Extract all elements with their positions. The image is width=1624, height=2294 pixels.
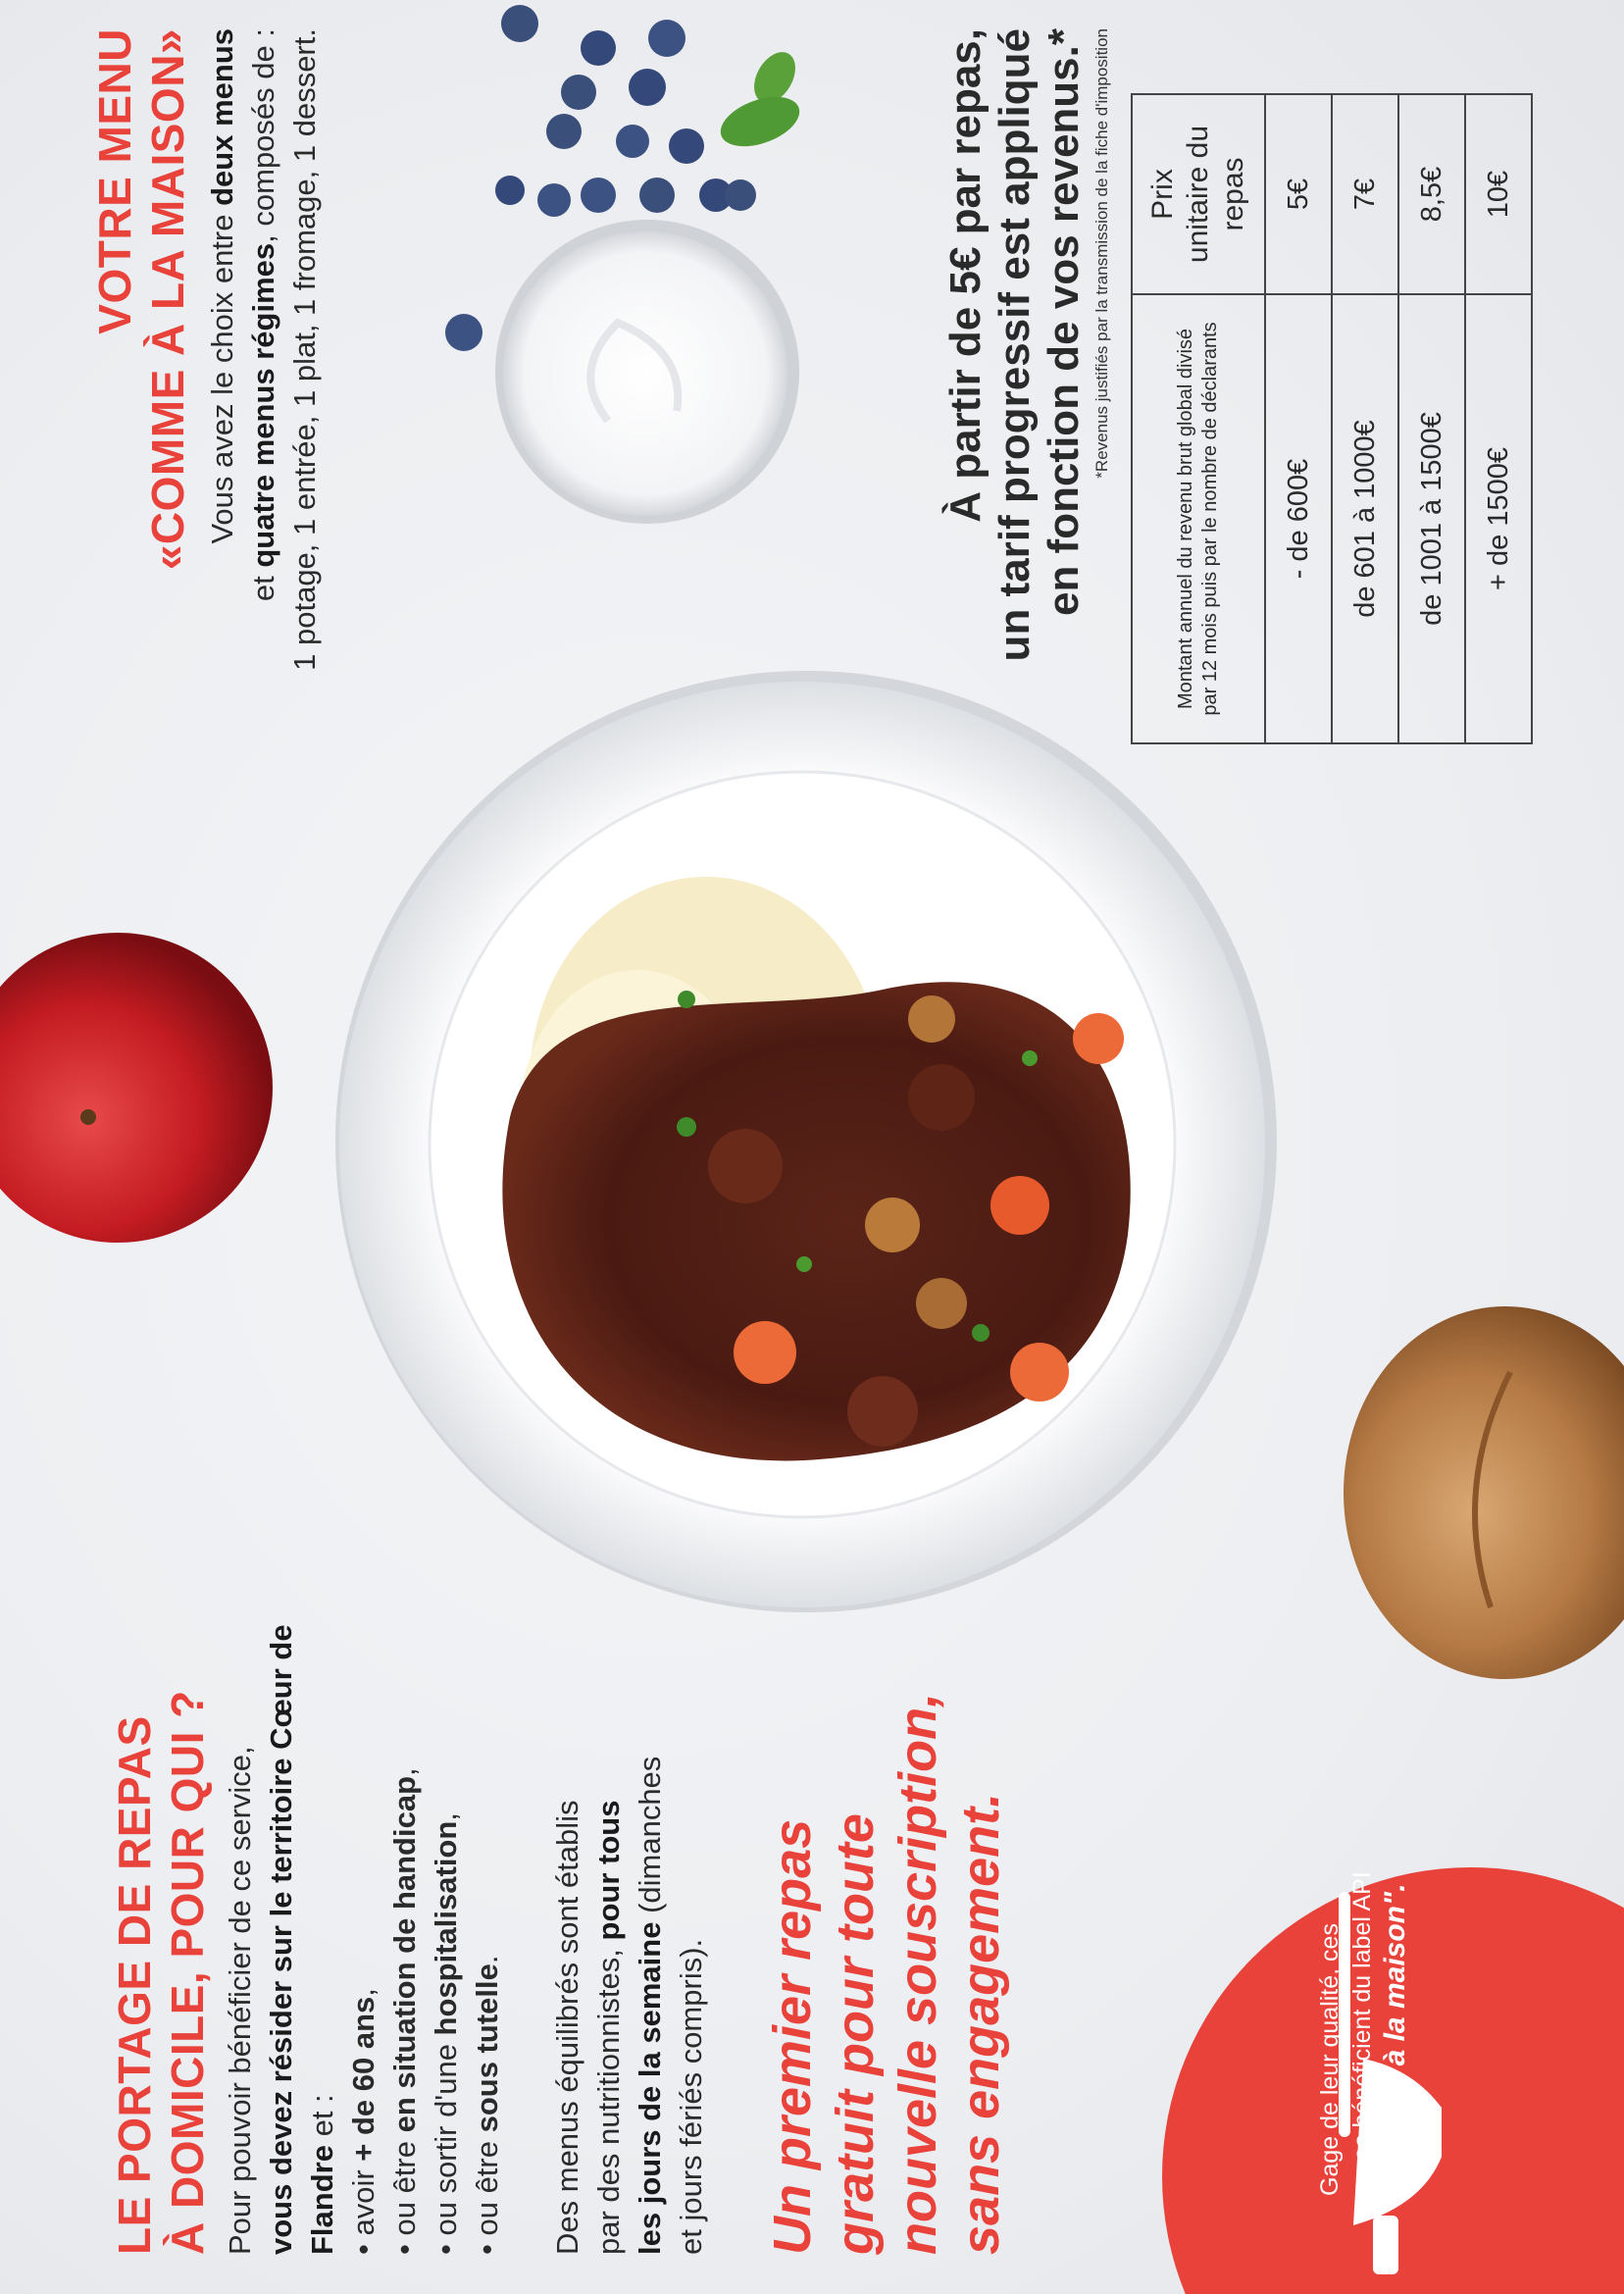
tarif-table: [1131, 93, 1533, 744]
table-row: de 601 à 1000€ 7€: [1332, 94, 1398, 743]
list-item: • avoir + de 60 ans,: [343, 1509, 384, 2255]
right-section-title: VOTRE MENU «COMME À LA MAISON»: [89, 28, 193, 571]
list-item: • ou être sous tutelle.: [467, 1509, 508, 2255]
free-meal-promo: Un premier repas gratuit pour toute nouvelle souscription, sans engagement.: [763, 1692, 1010, 2255]
eligibility-list: [343, 1509, 508, 2255]
price-info: [941, 28, 1112, 744]
left-section-title: LE PORTAGE DE REPAS À DOMICILE, POUR QUI ?: [109, 1690, 213, 2255]
price-column-header: Prix unitaire du repas: [1132, 94, 1265, 294]
main-plate-photo: [335, 671, 1277, 1612]
left-info-column: [108, 1509, 1012, 2255]
table-row: de 1001 à 1500€ 8,5€: [1398, 94, 1465, 743]
income-column-header: Montant annuel du revenu brut global divisé par 12 mois puis par le nombre de déclarants: [1132, 294, 1265, 743]
label-badge-text: Gage de leur qualité, ces repas bénéficient du label API "Comme à la maison".: [1316, 1871, 1411, 2196]
table-header-row: [1132, 94, 1265, 743]
menus-text: Des menus équilibrés sont établis par des nutritionnistes, pour tous les jours de la semaine (dimanches et jours fériés compris).: [550, 1756, 708, 2255]
menu-description: Vous avez le choix entre deux menus et quatre menus régimes, composés de : 1 potage, 1 entrée, 1 plat, 1 fromage, 1 dessert.: [205, 28, 322, 671]
price-headline: À partir de 5€ par repas, un tarif progressif est appliqué en fonction de vos revenus.*: [941, 28, 1088, 662]
table-row: + de 1500€ 10€: [1465, 94, 1532, 743]
eligibility-text: Pour pouvoir bénéficier de ce service, vous devez résider sur le territoire Cœur de Flandre et :: [223, 1624, 339, 2255]
bread-roll-photo: [1344, 1306, 1624, 1679]
apple-photo: [0, 933, 273, 1243]
right-info-column: [88, 28, 326, 744]
price-footnote: *Revenus justifiés par la transmission de la fiche d'imposition: [1092, 28, 1111, 479]
table-row: - de 600€ 5€: [1265, 94, 1332, 743]
list-item: • ou être en situation de handicap,: [384, 1509, 426, 2255]
yogurt-bowl-photo: [495, 220, 799, 524]
list-item: • ou sortir d'une hospitalisation,: [426, 1509, 467, 2255]
